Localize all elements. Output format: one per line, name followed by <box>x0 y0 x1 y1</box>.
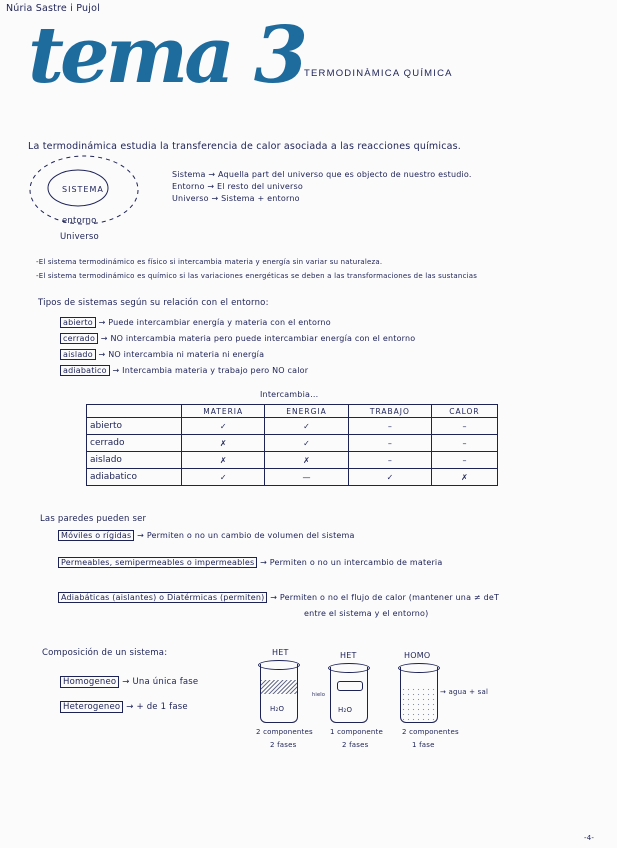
beaker-1-oil-layer <box>261 680 297 694</box>
beaker-3-caption-1: 2 componentes <box>402 728 459 736</box>
table-cell: adiabatico <box>87 469 182 486</box>
table-caption: Intercambia... <box>260 390 319 399</box>
table-cell: abierto <box>87 418 182 435</box>
intro-text: La termodinámica estudia la transferencia de calor asociada a las reacciones químicas. <box>28 141 462 152</box>
wall-term: Móviles o rígidas <box>58 530 134 541</box>
wall-term: Permeables, semipermeables o impermeables <box>58 557 257 568</box>
system-label: SISTEMA <box>62 185 104 194</box>
composition-row-homogeneo <box>60 677 198 687</box>
wall-term: Adiabáticas (aislantes) o Diatérmicas (permiten) <box>58 592 267 603</box>
table-cell: ✓ <box>182 418 265 435</box>
beaker-3 <box>400 667 438 723</box>
table-row <box>87 435 498 452</box>
type-row-abierto <box>60 318 331 327</box>
type-desc: → Intercambia materia y trabajo pero NO calor <box>112 366 309 375</box>
beaker-3-arrow-note: → agua + sal <box>440 688 489 696</box>
composition-term: Heterogeneo <box>60 701 123 713</box>
table-cell: – <box>348 452 431 469</box>
table-cell: – <box>431 435 497 452</box>
composition-row-heterogeneo <box>60 702 188 712</box>
definition-universo: Universo → Sistema + entorno <box>172 194 300 203</box>
exchange-table <box>86 404 498 486</box>
composition-heading: Composición de un sistema: <box>42 648 168 658</box>
universo-label: Universo <box>60 232 99 242</box>
note-chemical: -El sistema termodinámico es químico si las variaciones energéticas se deben a las transformaciones de las sustancias <box>36 272 478 280</box>
beaker-2 <box>330 667 368 723</box>
author-name: Núria Sastre i Pujol <box>6 3 100 14</box>
beaker-3-solution <box>401 687 437 722</box>
table-cell: ✓ <box>265 418 349 435</box>
composition-term: Homogeneo <box>60 676 119 688</box>
table-cell: ✓ <box>265 435 349 452</box>
beaker-1-content: H₂O <box>270 705 285 713</box>
type-row-cerrado <box>60 334 415 343</box>
definition-sistema: Sistema → Aquella part del universo que es objecto de nuestro estudio. <box>172 170 472 179</box>
note-physical: -El sistema termodinámico es físico si intercambia materia y energía sin variar su naturaleza. <box>36 258 383 266</box>
table-cell: ✓ <box>182 469 265 486</box>
table-cell: – <box>431 418 497 435</box>
table-header: TRABAJO <box>348 405 431 418</box>
type-desc: → NO intercambia materia pero puede intercambiar energía con el entorno <box>100 334 416 343</box>
types-heading: Tipos de sistemas según su relación con el entorno: <box>38 298 269 308</box>
entorno-label: entorno <box>62 216 97 226</box>
composition-desc: → Una única fase <box>122 677 199 687</box>
composition-desc: → + de 1 fase <box>126 702 188 712</box>
wall-row-mobility <box>58 531 355 540</box>
definition-entorno: Entorno → El resto del universo <box>172 182 303 191</box>
wall-desc: → Permiten o no un intercambio de materia <box>260 558 443 567</box>
type-row-aislado <box>60 350 264 359</box>
beaker-3-label: HOMO <box>404 651 431 660</box>
table-cell: – <box>431 452 497 469</box>
table-row <box>87 452 498 469</box>
beaker-1 <box>260 664 298 723</box>
table-row <box>87 418 498 435</box>
wall-row-heat <box>58 593 499 602</box>
table-cell: aislado <box>87 452 182 469</box>
beaker-2-caption-2: 2 fases <box>342 741 369 749</box>
type-term: cerrado <box>60 333 98 344</box>
page-number: -4- <box>584 834 595 842</box>
table-header: MATERIA <box>182 405 265 418</box>
table-cell: — <box>265 469 349 486</box>
wall-desc: → Permiten o no un cambio de volumen del sistema <box>137 531 355 540</box>
table-header: ENERGIA <box>265 405 349 418</box>
type-term: adiabatico <box>60 365 110 376</box>
table-cell: ✗ <box>182 452 265 469</box>
table-cell: – <box>348 435 431 452</box>
wall-desc: → Permiten o no el flujo de calor (mantener una ≠ deT <box>270 593 500 602</box>
page-title: tema 3 <box>28 10 305 101</box>
beaker-2-caption-1: 1 componente <box>330 728 383 736</box>
type-term: abierto <box>60 317 96 328</box>
table-cell: ✗ <box>265 452 349 469</box>
type-term: aislado <box>60 349 96 360</box>
table-row <box>87 469 498 486</box>
beaker-2-ice <box>337 681 363 691</box>
beaker-1-caption-2: 2 fases <box>270 741 297 749</box>
table-cell: ✗ <box>431 469 497 486</box>
table-cell: ✗ <box>182 435 265 452</box>
page-subtitle: TERMODINÀMICA QUÍMICA <box>304 68 453 79</box>
wall-desc-continued: entre el sistema y el entorno) <box>304 609 429 618</box>
beaker-2-label: HET <box>340 651 357 660</box>
beaker-2-side-note: hielo <box>312 692 326 698</box>
table-cell: ✓ <box>348 469 431 486</box>
beaker-1-caption-1: 2 componentes <box>256 728 313 736</box>
wall-row-permeability <box>58 558 442 567</box>
beaker-1-label: HET <box>272 648 289 657</box>
table-cell: – <box>348 418 431 435</box>
type-row-adiabatico <box>60 366 308 375</box>
table-cell: cerrado <box>87 435 182 452</box>
beaker-3-caption-2: 1 fase <box>412 741 435 749</box>
table-header <box>87 405 182 418</box>
table-header: CALOR <box>431 405 497 418</box>
table-header-row <box>87 405 498 418</box>
beaker-2-content: H₂O <box>338 706 353 714</box>
walls-heading: Las paredes pueden ser <box>40 514 147 524</box>
type-desc: → Puede intercambiar energía y materia con el entorno <box>98 318 331 327</box>
type-desc: → NO intercambia ni materia ni energía <box>98 350 265 359</box>
